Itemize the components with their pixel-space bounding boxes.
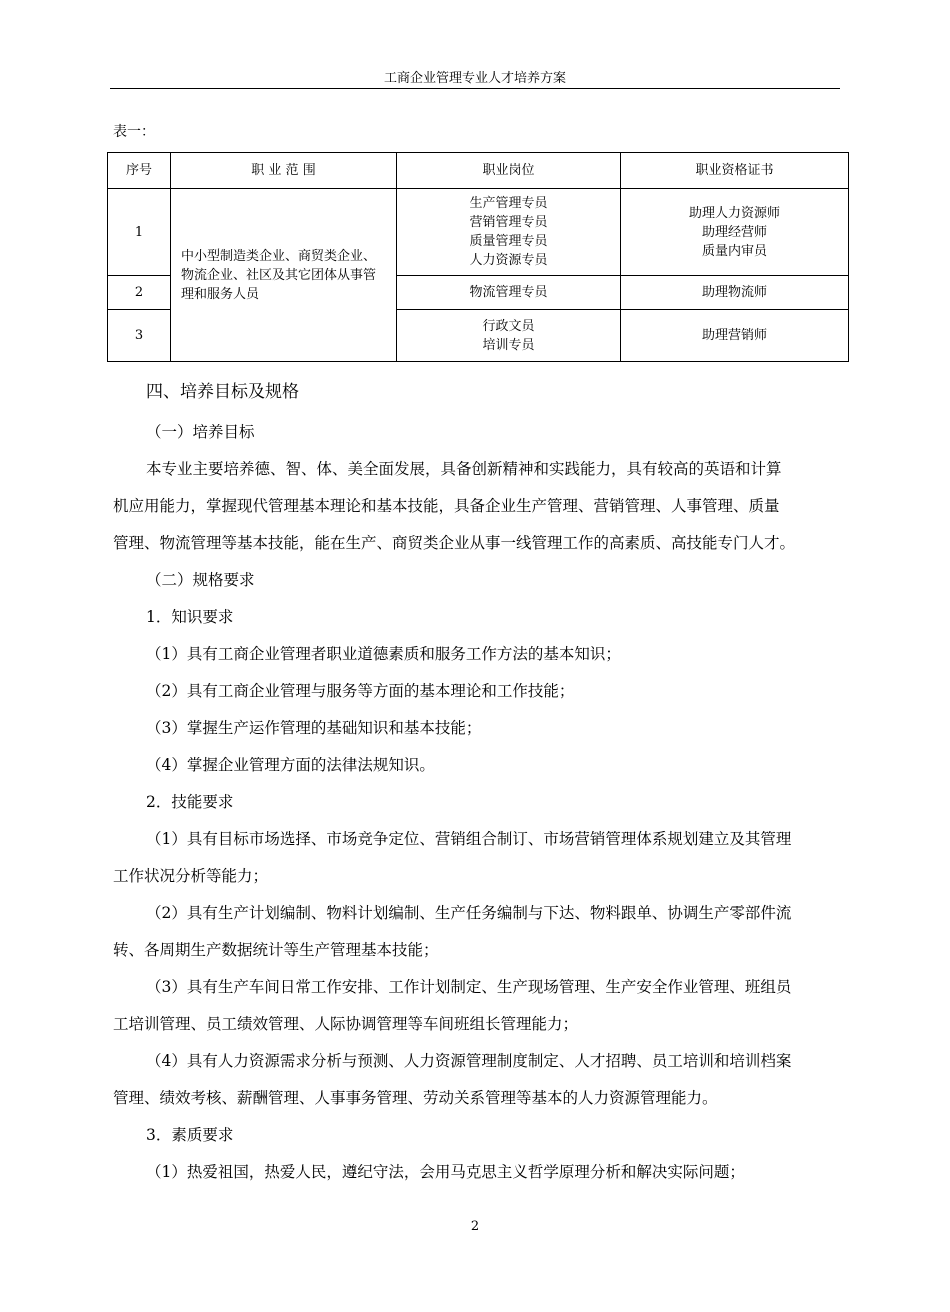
subsection-heading-spec: （二）规格要求: [146, 571, 255, 589]
certificate-item: 助理人力资源师: [688, 205, 780, 221]
skills-item-line: （2）具有生产计划编制、物料计划编制、生产任务编制与下达、物料跟单、协调生产零部件流: [146, 904, 792, 922]
skills-item-line: 转、各周期生产数据统计等生产管理基本技能；: [113, 941, 439, 959]
quality-title: 3．素质要求: [146, 1126, 234, 1144]
knowledge-item: （4）掌握企业管理方面的法律法规知识。: [146, 756, 435, 774]
position-item: 生产管理专员: [469, 196, 548, 211]
page-number: 2: [470, 1219, 480, 1234]
table-row: [108, 189, 849, 276]
position-item: 营销管理专员: [469, 215, 548, 230]
positions-cell: [397, 310, 621, 362]
certificates-cell: 助理物流师: [621, 276, 849, 310]
header-position: 职业岗位: [397, 153, 621, 189]
skills-item-line: （1）具有目标市场选择、市场竞争定位、营销组合制订、市场营销管理体系规划建立及其管理: [146, 830, 792, 848]
occupation-table: [107, 152, 849, 362]
knowledge-title: 1．知识要求: [146, 608, 234, 626]
positions-cell: [397, 189, 621, 276]
certificate-item: 质量内审员: [701, 243, 767, 259]
row-no: 2: [108, 276, 171, 310]
header-certificate: 职业资格证书: [621, 153, 849, 189]
position-item: 质量管理专员: [469, 234, 548, 249]
position-item: 行政文员: [482, 318, 535, 334]
table-header-row: [108, 153, 849, 189]
skills-item-line: 工作状况分析等能力；: [113, 867, 269, 885]
knowledge-item: （1）具有工商企业管理者职业道德素质和服务工作方法的基本知识；: [146, 645, 621, 663]
position-item: 人力资源专员: [469, 253, 548, 268]
skills-item-line: 管理、绩效考核、薪酬管理、人事事务管理、劳动关系管理等基本的人力资源管理能力。: [113, 1089, 718, 1107]
goal-paragraph-line: 本专业主要培养德、智、体、美全面发展，具备创新精神和实践能力，具有较高的英语和计算: [146, 460, 782, 478]
scope-cell: 中小型制造类企业、商贸类企业、物流企业、社区及其它团体从事管理和服务人员: [171, 189, 397, 362]
positions-cell: 物流管理专员: [397, 276, 621, 310]
goal-paragraph-line: 机应用能力，掌握现代管理基本理论和基本技能，具备企业生产管理、营销管理、人事管理、质量: [113, 497, 780, 515]
goal-paragraph-line: 管理、物流管理等基本技能，能在生产、商贸类企业从事一线管理工作的高素质、高技能专门人才。: [113, 534, 796, 552]
table-caption: 表一：: [113, 124, 155, 140]
certificate-item: 助理经营师: [701, 224, 767, 240]
section-heading: 四、培养目标及规格: [146, 382, 299, 402]
position-item: 培训专员: [482, 337, 535, 353]
subsection-heading-goal: （一）培养目标: [146, 423, 255, 441]
knowledge-item: （2）具有工商企业管理与服务等方面的基本理论和工作技能；: [146, 682, 575, 700]
quality-item: （1）热爱祖国，热爱人民，遵纪守法，会用马克思主义哲学原理分析和解决实际问题；: [146, 1163, 745, 1181]
skills-item-line: （4）具有人力资源需求分析与预测、人力资源管理制度制定、人才招聘、员工培训和培训档案: [146, 1052, 792, 1070]
row-no: 3: [108, 310, 171, 362]
header-scope: 职 业 范 围: [171, 153, 397, 189]
skills-item-line: 工培训管理、员工绩效管理、人际协调管理等车间班组长管理能力；: [113, 1015, 579, 1033]
certificates-cell: 助理营销师: [621, 310, 849, 362]
skills-title: 2．技能要求: [146, 793, 234, 811]
certificates-cell: [621, 189, 849, 276]
skills-item-line: （3）具有生产车间日常工作安排、工作计划制定、生产现场管理、生产安全作业管理、班组员: [146, 978, 792, 996]
row-no: 1: [108, 189, 171, 276]
header-rule: [110, 88, 840, 89]
page-header-title: 工商企业管理专业人才培养方案: [383, 71, 566, 86]
knowledge-item: （3）掌握生产运作管理的基础知识和基本技能；: [146, 719, 482, 737]
header-no: 序号: [108, 153, 171, 189]
